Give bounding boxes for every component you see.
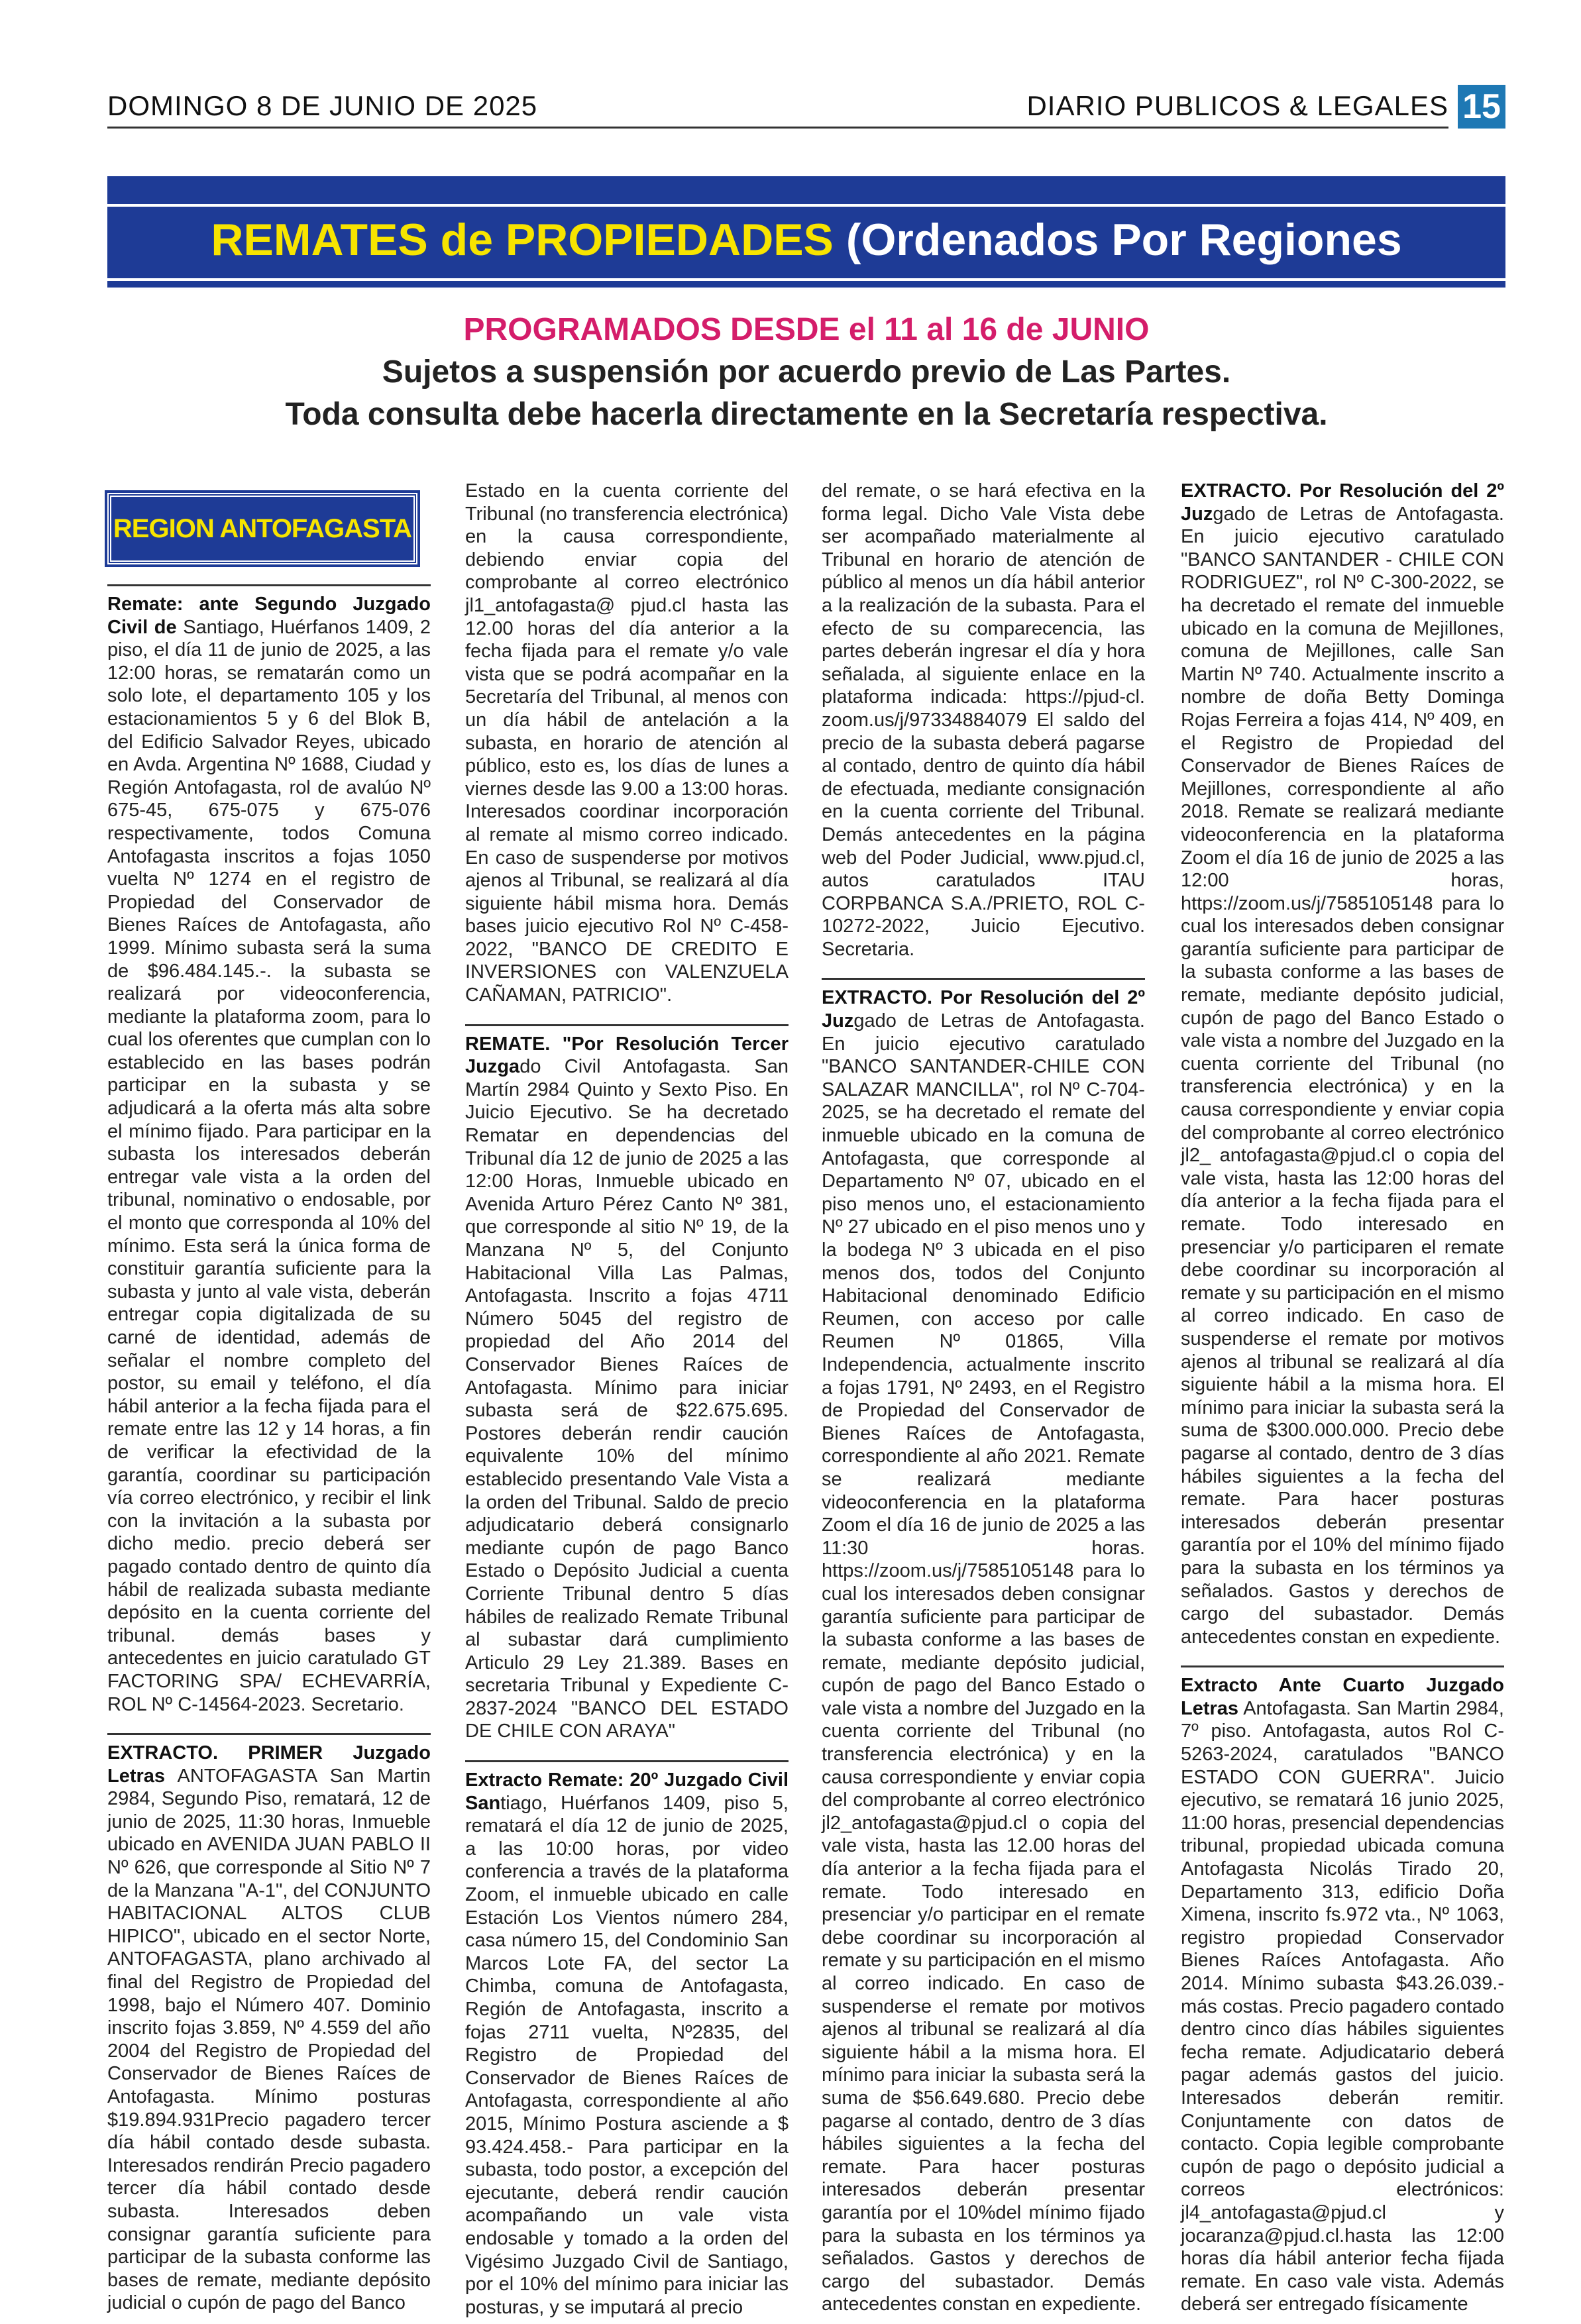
notice-text: Santiago, Huérfanos 1409, 2 piso, el día 11 de junio de 2025, a las 12:00 horas, se rematarán como un solo lote, el departamento 105 y los estacionamientos 5 y 6 del Blok B, del Edificio Salvador Reyes, ubicado en Avda. Argentina Nº 1688, Ciudad y Región Antofagasta, rol de avalúo Nº 675-45, 675-075 y 675-076 respectivamente, todos Comuna Antofagasta inscritos a fojas 1050 vuelta Nº 1274 en el registro de Propiedad del Conservador de Bienes Raíces de Antofagasta, año 1999. Mínimo subasta será la suma de $96.484.145.-. la subasta se realizará por videoconferencia, mediante la plataforma zoom, para lo cual los oferentes que cumplan con lo establecido en las bases podrán participar en la subasta y se adjudicará a la oferta más alta sobre el mínimo fijado. Para participar en la subasta los interesados deberán entregar vale vista a la orden del tribunal, nominativo o endosable, por el monto que corresponda al 10% del mínimo. Esta será la única forma de constituir garantía suficiente para la subasta y junto al vale vista, deberán entregar copia digitalizada de su carné de identidad, además de señalar el nombre completo del postor, su email y teléfono, el día hábil anterior a la fecha fijada para el remate entre las 12 y 14 horas, a fin de verificar la efectividad de la garantía, coordinar su participación vía correo electrónico, y recibir el link con la invitación a la subasta por dicho medio. precio deberá ser pagado contado dentro de quinto día hábil de realizada subasta mediante depósito en la cuenta corriente del tribunal. demás bases y antecedentes en juicio caratulado GT FACTORING SPA/ ECHEVARRÍA, ROL Nº C-14564-2023. Secretario.: [107, 616, 431, 1715]
notice-heading: Extracto Remate: 20º Juzgado Civil San: [465, 1769, 789, 1814]
inquiry-note: Toda consulta debe hacerla directamente en la Secretaría respectiva.: [285, 397, 1328, 432]
notice-text: gado de Letras de Antofagasta. En juicio ejecutivo caratulado "BANCO SANTANDER-CHILE CON SALAZAR MANCILLA", rol Nº C-704-2025, se ha decretado el remate del inmueble ubicado en la comuna de Antofagasta, que corresponde al Departamento Nº 07, ubicado en el piso menos uno, el estacionamiento Nº 27 ubicado en el piso menos uno y la bodega Nº 3 ubicada en el piso menos dos, todos del Conjunto Habitacional denominado Edificio Reumen, con acceso por calle Reumen Nº 01865, Villa Independencia, actualmente inscrito a fojas 1791, Nº 2493, en el Registro de Propiedad del Conservador de Bienes Raíces de Antofagasta, correspondiente al año 2021. Remate se realizará mediante videoconferencia en la plataforma Zoom el día 16 de junio de 2025 a las 11:30 horas. https://zoom.us/j/7585105148 para lo cual los interesados deben consignar garantía suficiente para participar de la subasta conforme a las bases de remate, mediante depósito judicial, cupón de pago del Banco Estado o vale vista a nombre del Juzgado en la cuenta corriente del Tribunal (no transferencia electrónica) y en la causa correspondiente y enviar copia del comprobante al correo electrónico jl2_antofagasta@pjud.cl o copia del vale vista, hasta las 12.00 horas del día anterior a la fecha fijada para el remate. Todo interesado en presenciar y/o participar en el remate debe coordinar su incorporación al remate y su participación en el mismo al correo indicado. En caso de suspenderse el remate por motivos ajenos al tribunal se realizará al día siguiente hábil a la misma hora. El mínimo para iniciar la subasta será la suma de $56.649.680. Precio debe pagarse al contado, dentro de 3 días hábiles siguientes a la fecha del remate. Para hacer posturas interesados deberán presentar garantía por el 10%del mínimo fijado para la subasta en los términos ya señalados. Gastos y derechos de cargo del subastador. Demás antecedentes constan en expediente.: [822, 1010, 1145, 2315]
divider: [107, 1733, 431, 1735]
notice-heading: Extracto Ante Cuarto Juzgado Letras: [1181, 1675, 1504, 1719]
notice-text: ANTOFAGASTA San Martin 2984, Segundo Piso, rematará, 12 de junio de 2025, 11:30 horas, Inmueble ubicado en AVENIDA JUAN PABLO II Nº 626, que corresponde al Sitio Nº 7 de la Manzana "A-1", del CONJUNTO HABITACIONAL ALTOS CLUB HIPICO", ubicado en el sector Norte, ANTOFAGASTA, plano archivado al final del Registro de Propiedad del 1998, bajo el Número 407. Dominio inscrito fojas 3.859, Nº 4.559 del año 2004 del Registro de Propiedad del Conservador de Bienes Raíces de Antofagasta. Mínimo posturas $19.894.931Precio pagadero tercer día hábil contado desde subasta. Interesados rendirán Precio pagadero tercer día hábil contado desde subasta. Interesados deben consignar garantía suficiente para participar de la subasta conforme las bases de remate, mediante depósito judicial o cupón de pago del Banco: [107, 1765, 431, 2314]
banner-title: [107, 204, 1505, 281]
notice-text: do Civil Antofagasta. San Martín 2984 Quinto y Sexto Piso. En Juicio Ejecutivo. Se ha decretado Rematar en dependencias del Tribunal día 12 de junio de 2025 a las 12:00 Horas, Inmueble ubicado en Avenida Arturo Pérez Canto Nº 381, que corresponde al sitio Nº 19, de la Manzana Nº 5, del Conjunto Habitacional Villa Las Palmas, Antofagasta. Inscrito a fojas 4711 Número 5045 del registro de propiedad del Año 2014 del Conservador Bienes Raíces de Antofagasta. Mínimo para iniciar subasta será de $22.675.695. Postores deberán rendir caución equivalente 10% del mínimo establecido presentando Vale Vista a la orden del Tribunal. Saldo de precio adjudicatario deberá consignarlo mediante cupón de pago Banco Estado o Depósito Judicial a cuenta Corriente Tribunal dentro 5 días hábiles de realizado Remate Tribunal al subastar dará cumplimiento Articulo 29 Ley 21.389. Bases en secretaria Tribunal y Expediente C-2837-2024 "BANCO DEL ESTADO DE CHILE CON ARAYA": [465, 1056, 789, 1742]
divider: [1181, 1665, 1504, 1667]
column-2: [465, 480, 789, 2318]
header-rule: [107, 127, 1448, 129]
notice-text: Estado en la cuenta corriente del Tribunal (no transferencia electrónica) en la causa correspondiente, debiendo enviar copia del comprobante al correo electrónico jl1_antofagasta@ pjud.cl hasta las 12.00 horas del día anterior a la fecha fijada para el remate y/o vale vista que se podrá acompañar en la 5ecretaría del Tribunal, al menos con un día hábil de antelación a la subasta, en horario de atención al público, esto es, los días de lunes a viernes desde las 9.00 a 13:00 horas. Interesados coordinar incorporación al remate al mismo correo indicado. En caso de suspenderse por motivos ajenos al Tribunal, se realizará al día siguiente hábil misma hora. Demás bases juicio ejecutivo Rol Nº C-458-2022, "BANCO DE CREDITO E INVERSIONES con VALENZUELA CAÑAMAN, PATRICIO".: [465, 480, 789, 1006]
newspaper-name: DIARIO PUBLICOS & LEGALES: [1026, 90, 1448, 121]
notice: [107, 593, 431, 1716]
notice-heading: EXTRACTO. Por Resolución del 2º Juz: [822, 987, 1145, 1032]
section-banner: [107, 176, 1505, 288]
notice-text: gado de Letras de Antofagasta. En juicio ejecutivo caratulado "BANCO SANTANDER - CHILE CON RODRIGUEZ", rol Nº C-300-2022, se ha decretado el remate del inmueble ubicado en la comuna de Mejillones, comuna de Mejillones, calle San Martin Nº 740. Actualmente inscrito a nombre de doña Betty Dominga Rojas Ferreira a fojas 414, Nº 409, en el Registro de Propiedad del Conservador de Bienes Raíces de Mejillones, correspondiente al año 2018. Remate se realizará mediante videoconferencia en la plataforma Zoom el día 16 de junio de 2025 a las 12:00 horas, https://zoom.us/j/7585105148 para lo cual los interesados deben consignar garantía suficiente para participar de la subasta conforme a las bases de remate, mediante depósito judicial, cupón de pago del Banco Estado o vale vista a nombre del Juzgado en la cuenta corriente del Tribunal (no transferencia electrónica) y en la causa correspondiente y enviar copia del comprobante al correo electrónico jl2_ antofagasta@pjud.cl o copia del vale vista, hasta las 12:00 horas del día anterior a la fecha fijada para el remate. Todo interesado en presenciar y/o participaren el remate debe coordinar su incorporación al remate y su participación en el mismo al correo indicado. En caso de suspenderse el remate por motivos ajenos al tribunal se realizará al día siguiente hábil a la misma hora. El mínimo para iniciar la subasta será la suma de $300.000.000. Precio debe pagarse al contado, dentro de 3 días hábiles siguientes a la fecha del remate. Para hacer posturas interesados deberán presentar garantía por el 10% del mínimo fijado para la subasta en los términos ya señalados. Gastos y derechos de cargo del subastador. Demás antecedentes constan en expediente.: [1181, 503, 1504, 1648]
notice-heading: REMATE. "Por Resolución Tercer Juzga: [465, 1033, 789, 1078]
notice-heading: EXTRACTO. PRIMER Juzgado Letras: [107, 1742, 431, 1787]
column-1: [107, 480, 431, 2314]
notice-text: tiago, Huérfanos 1409, piso 5, rematará el día 12 de junio de 2025, a las 10:00 horas, por video conferencia a través de la plataforma Zoom, el inmueble ubicado en calle Estación Los Vientos número 284, casa número 15, del Condominio San Marcos Lote FA, del sector La Chimba, comuna de Antofagasta, Región de Antofagasta, inscrito a fojas 2711 vuelta, Nº2835, del Registro de Propiedad del Conservador de Bienes Raíces de Antofagasta, correspondiente al año 2015, Mínimo Postura asciende a $ 93.424.458.- Para participar en la subasta, todo postor, a excepción del ejecutante, deberá rendir caución acompañando un vale vista endosable y tomado a la orden del Vigésimo Juzgado Civil de Santiago, por el 10% del mínimo para iniciar las posturas, y se imputará al precio: [465, 1792, 789, 2318]
notice: [822, 986, 1145, 2315]
column-3: [822, 480, 1145, 2315]
region-label: REGION ANTOFAGASTA: [107, 493, 417, 564]
suspension-note: Sujetos a suspensión por acuerdo previo de Las Partes.: [382, 354, 1231, 390]
notice: [465, 1769, 789, 2319]
divider: [822, 978, 1145, 980]
column-4: [1181, 480, 1504, 2315]
notice: [1181, 1674, 1504, 2316]
divider: [465, 1760, 789, 1762]
banner-title-main: REMATES de PROPIEDADES: [211, 215, 834, 265]
notice: [465, 1033, 789, 1743]
notice-text: Antofagasta. San Martin 2984, 7º piso. Antofagasta, autos Rol C-5263-2024, caratulados "BANCO ESTADO CON GUERRA". Juicio ejecutivo, se rematará 16 junio 2025, 11:00 horas, presencial dependencias tribunal, propiedad ubicada comuna Antofagasta Nicolás Tirado 20, Departamento 313, edificio Doña Ximena, inscrito fs.972 vta., Nº 1063, registro propiedad Conservador Bienes Raíces Antofagasta. Año 2014. Mínimo subasta $43.26.039.-más costas. Precio pagadero contado dentro cinco días hábiles siguientes fecha remate. Adjudicatario deberá pagar además gastos del juicio. Interesados deberán remitir. Conjuntamente con datos de contacto. Copia legible comprobante cupón de pago o depósito judicial a correos electrónicos: jl4_antofagasta@pjud.cl y jocaranza@pjud.cl.hasta las 12:00 horas día hábil anterior fecha fijada remate. En caso vale vista. Además deberá ser entregado físicamente: [1181, 1697, 1504, 2315]
divider: [465, 1024, 789, 1026]
notice: [107, 1742, 431, 2315]
page-number: 15: [1458, 85, 1505, 129]
schedule-subtitle: PROGRAMADOS DESDE el 11 al 16 de JUNIO: [463, 312, 1150, 347]
notice-continued: [465, 480, 789, 1007]
page-header: [107, 85, 1505, 129]
banner-title-rest: (Ordenados Por Regiones: [845, 215, 1402, 265]
issue-date: DOMINGO 8 DE JUNIO DE 2025: [107, 90, 538, 121]
notice-heading: Remate: ante Segundo Juzgado Civil de: [107, 594, 431, 638]
notice-text: del remate, o se hará efectiva en la forma legal. Dicho Vale Vista debe ser acompañado materialmente al Tribunal en horario de atención de público al menos un día hábil anterior a la realización de la subasta. Para el efecto de su comparecencia, las partes deberán ingresar el día y hora señalada, al siguiente enlace en la plataforma indicada: https://pjud-cl. zoom.us/j/97334884079 El saldo del precio de la subasta deberá pagarse al contado, dentro de quinto día hábil de efectuada, mediante consignación en la cuenta corriente del Tribunal. Demás antecedentes en la página web del Poder Judicial, www.pjud.cl, autos caratulados ITAU CORPBANCA S.A./PRIETO, ROL C-10272-2022, Juicio Ejecutivo. Secretaria.: [822, 480, 1145, 960]
notice-continued: [822, 480, 1145, 961]
divider: [107, 584, 431, 586]
notice: [1181, 480, 1504, 1648]
notice-heading: EXTRACTO. Por Resolución del 2º Juz: [1181, 480, 1504, 525]
